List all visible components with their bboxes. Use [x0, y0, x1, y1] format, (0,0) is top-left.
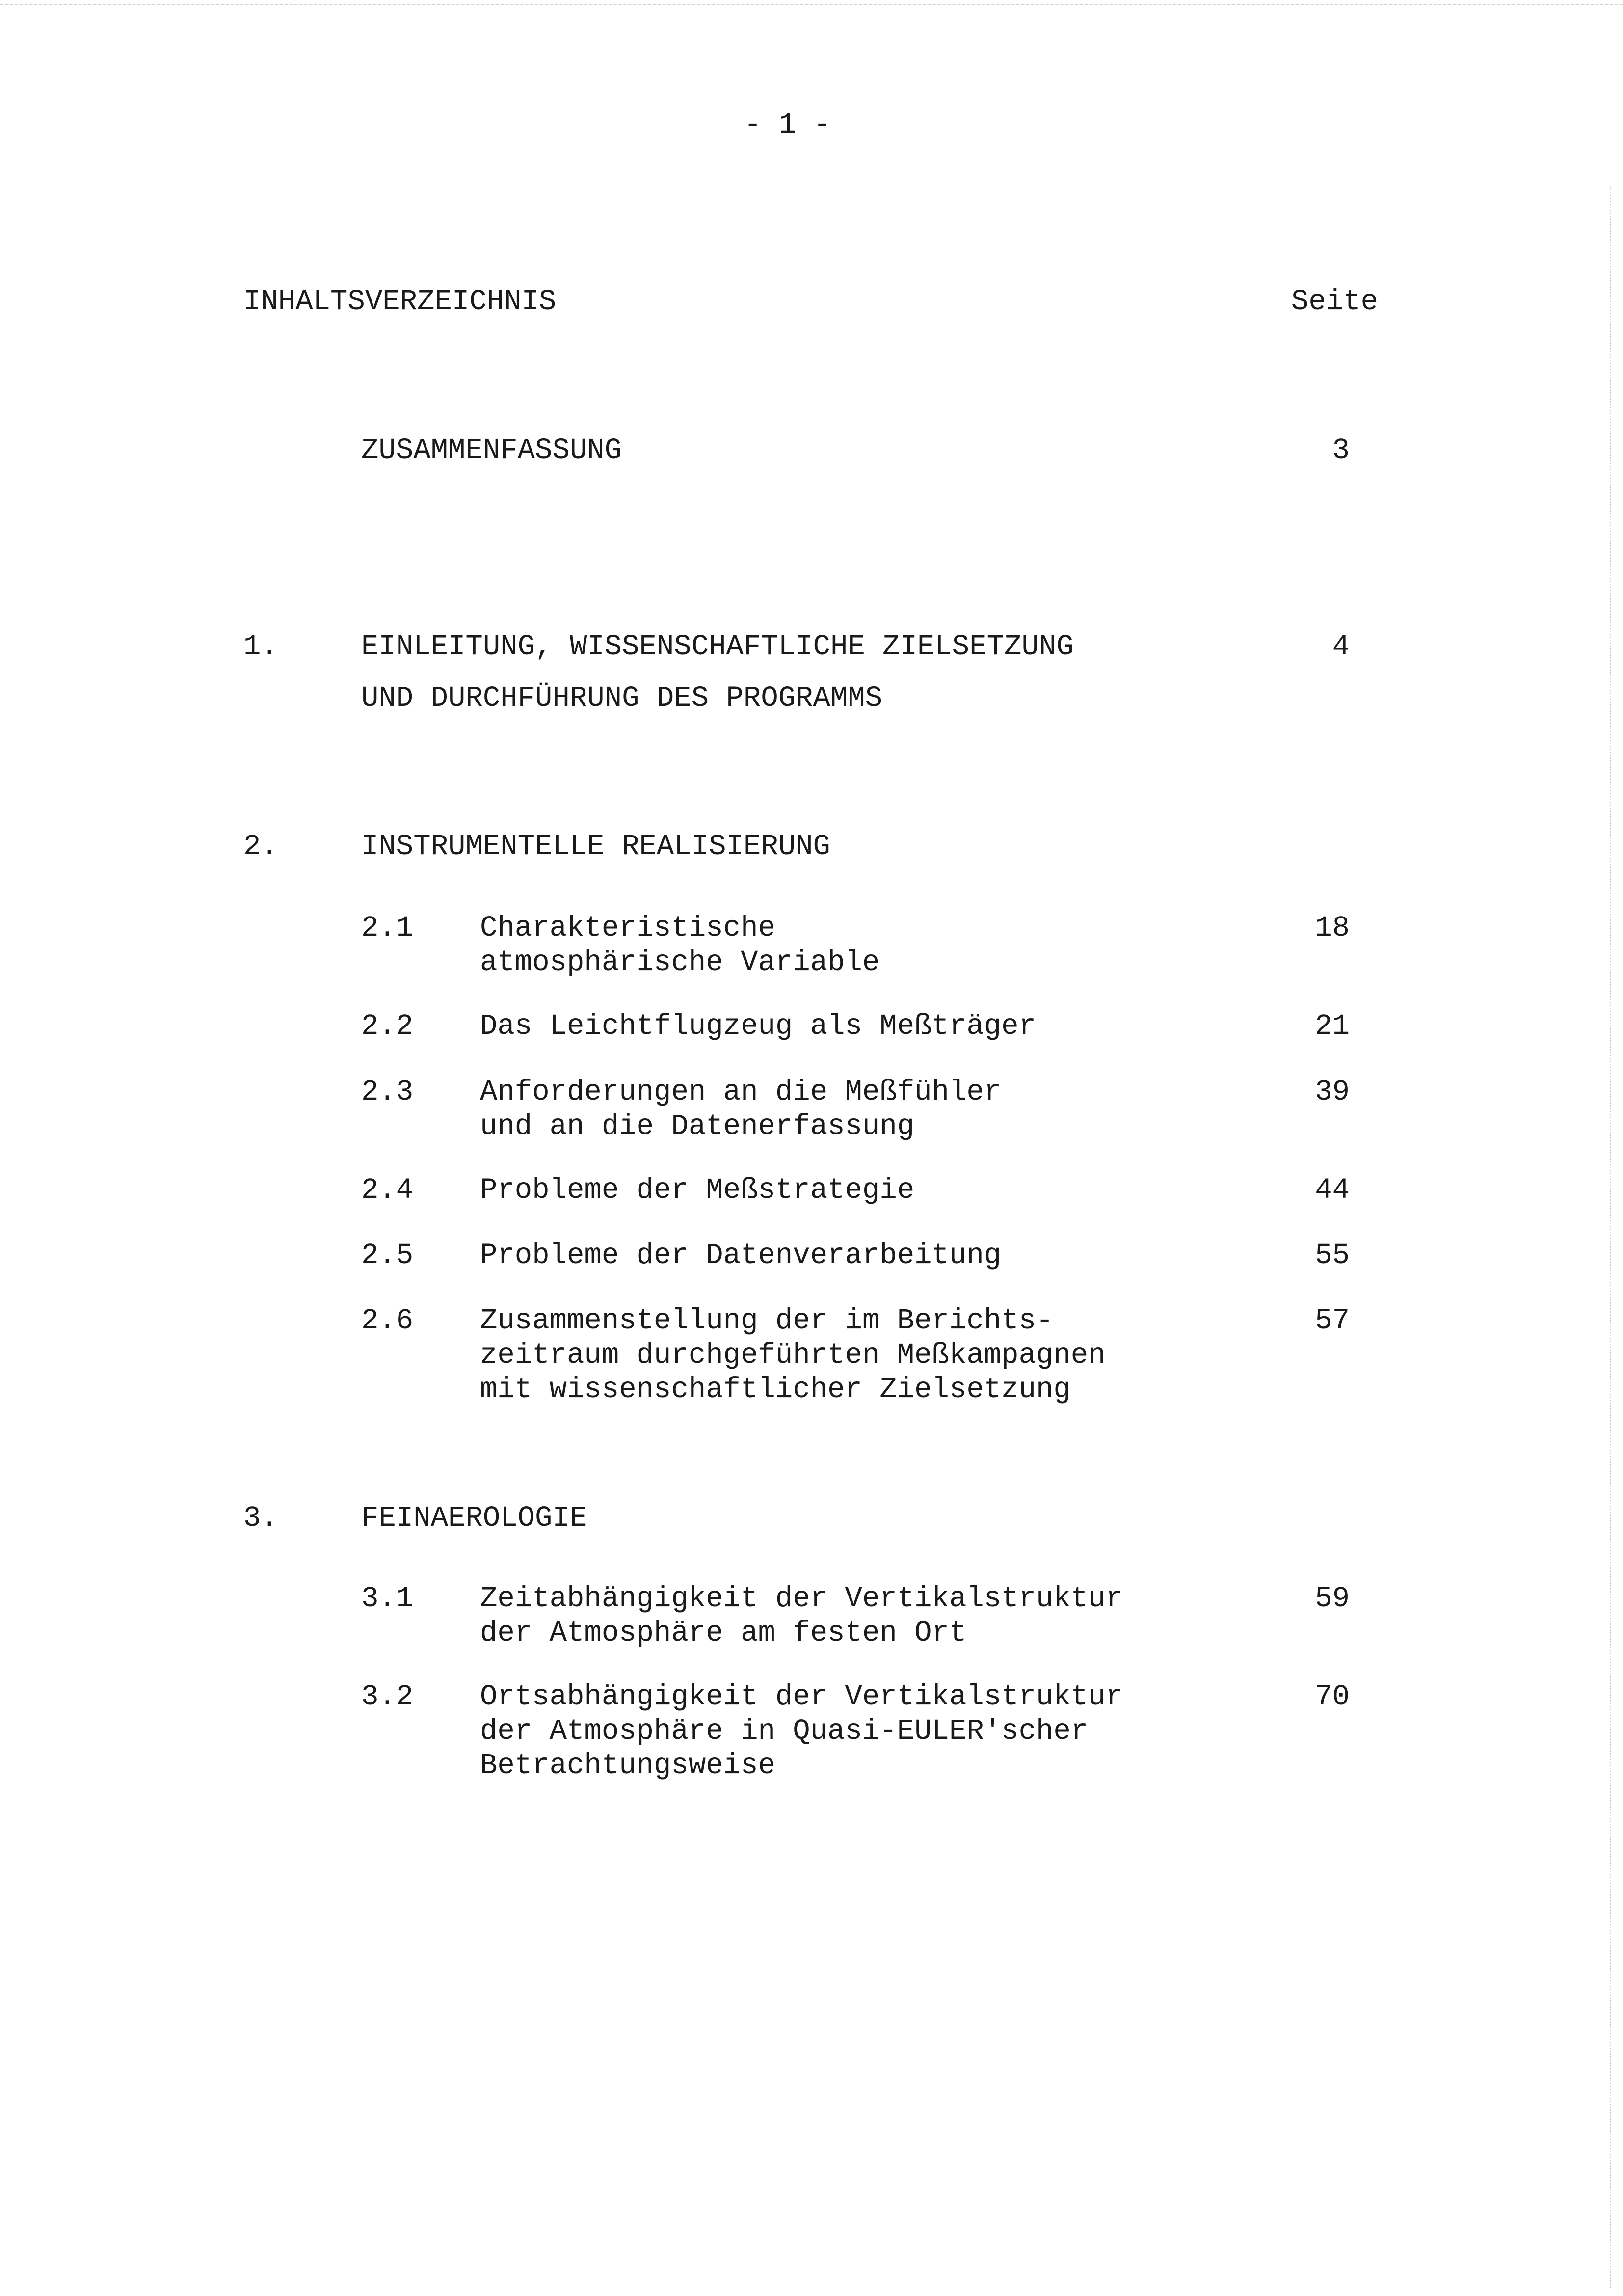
subsection-title-line: der Atmosphäre am festen Ort	[480, 1617, 967, 1649]
subsection-title-line: Zeitabhängigkeit der Vertikalstruktur	[480, 1582, 1123, 1615]
summary-page: 3	[1332, 434, 1350, 467]
subsection-number: 2.5	[361, 1239, 414, 1272]
subsection-page: 57	[1315, 1304, 1350, 1337]
scan-edge-right	[1610, 187, 1611, 2288]
subsection-number: 2.2	[361, 1010, 414, 1043]
subsection-title-line: Ortsabhängigkeit der Vertikalstruktur	[480, 1680, 1123, 1713]
subsection-title-line: Charakteristische	[480, 912, 775, 945]
subsection-title-line: Zusammenstellung der im Berichts-	[480, 1304, 1054, 1337]
subsection-title-line: der Atmosphäre in Quasi-EULER'scher	[480, 1715, 1089, 1748]
subsection-title-line: atmosphärische Variable	[480, 946, 880, 979]
subsection-title-line: Das Leichtflugzeug als Meßträger	[480, 1010, 1036, 1043]
section-number: 3.	[243, 1502, 278, 1535]
subsection-title-line: Betrachtungsweise	[480, 1749, 775, 1782]
subsection-number: 3.1	[361, 1582, 414, 1615]
subsection-title-line: Probleme der Datenverarbeitung	[480, 1239, 1002, 1272]
subsection-page: 70	[1315, 1680, 1350, 1713]
section-title-line: UND DURCHFÜHRUNG DES PROGRAMMS	[361, 682, 883, 715]
section-title-line: EINLEITUNG, WISSENSCHAFTLICHE ZIELSETZUNG	[361, 630, 1074, 663]
subsection-title-line: Anforderungen an die Meßfühler	[480, 1076, 1002, 1108]
subsection-page: 18	[1315, 912, 1350, 945]
section-title: INSTRUMENTELLE REALISIERUNG	[361, 830, 830, 863]
section-page: 4	[1332, 630, 1350, 663]
page-column-header: Seite	[1291, 285, 1379, 318]
subsection-page: 39	[1315, 1076, 1350, 1108]
subsection-page: 55	[1315, 1239, 1350, 1272]
subsection-title-line: mit wissenschaftlicher Zielsetzung	[480, 1373, 1071, 1406]
section-number: 2.	[243, 830, 278, 863]
subsection-number: 2.3	[361, 1076, 414, 1108]
subsection-number: 2.1	[361, 912, 414, 945]
section-title: FEINAEROLOGIE	[361, 1502, 587, 1535]
subsection-title-line: zeitraum durchgeführten Meßkampagnen	[480, 1339, 1106, 1372]
section-number: 1.	[243, 630, 278, 663]
subsection-title-line: Probleme der Meßstrategie	[480, 1174, 915, 1207]
toc-heading: INHALTSVERZEICHNIS	[243, 285, 557, 318]
subsection-page: 21	[1315, 1010, 1350, 1043]
subsection-page: 59	[1315, 1582, 1350, 1615]
subsection-number: 2.6	[361, 1304, 414, 1337]
subsection-number: 2.4	[361, 1174, 414, 1207]
summary-label: ZUSAMMENFASSUNG	[361, 434, 622, 467]
scan-edge-top	[0, 0, 1623, 5]
page-number: - 1 -	[744, 108, 831, 141]
subsection-title-line: und an die Datenerfassung	[480, 1110, 915, 1143]
subsection-page: 44	[1315, 1174, 1350, 1207]
subsection-number: 3.2	[361, 1680, 414, 1713]
